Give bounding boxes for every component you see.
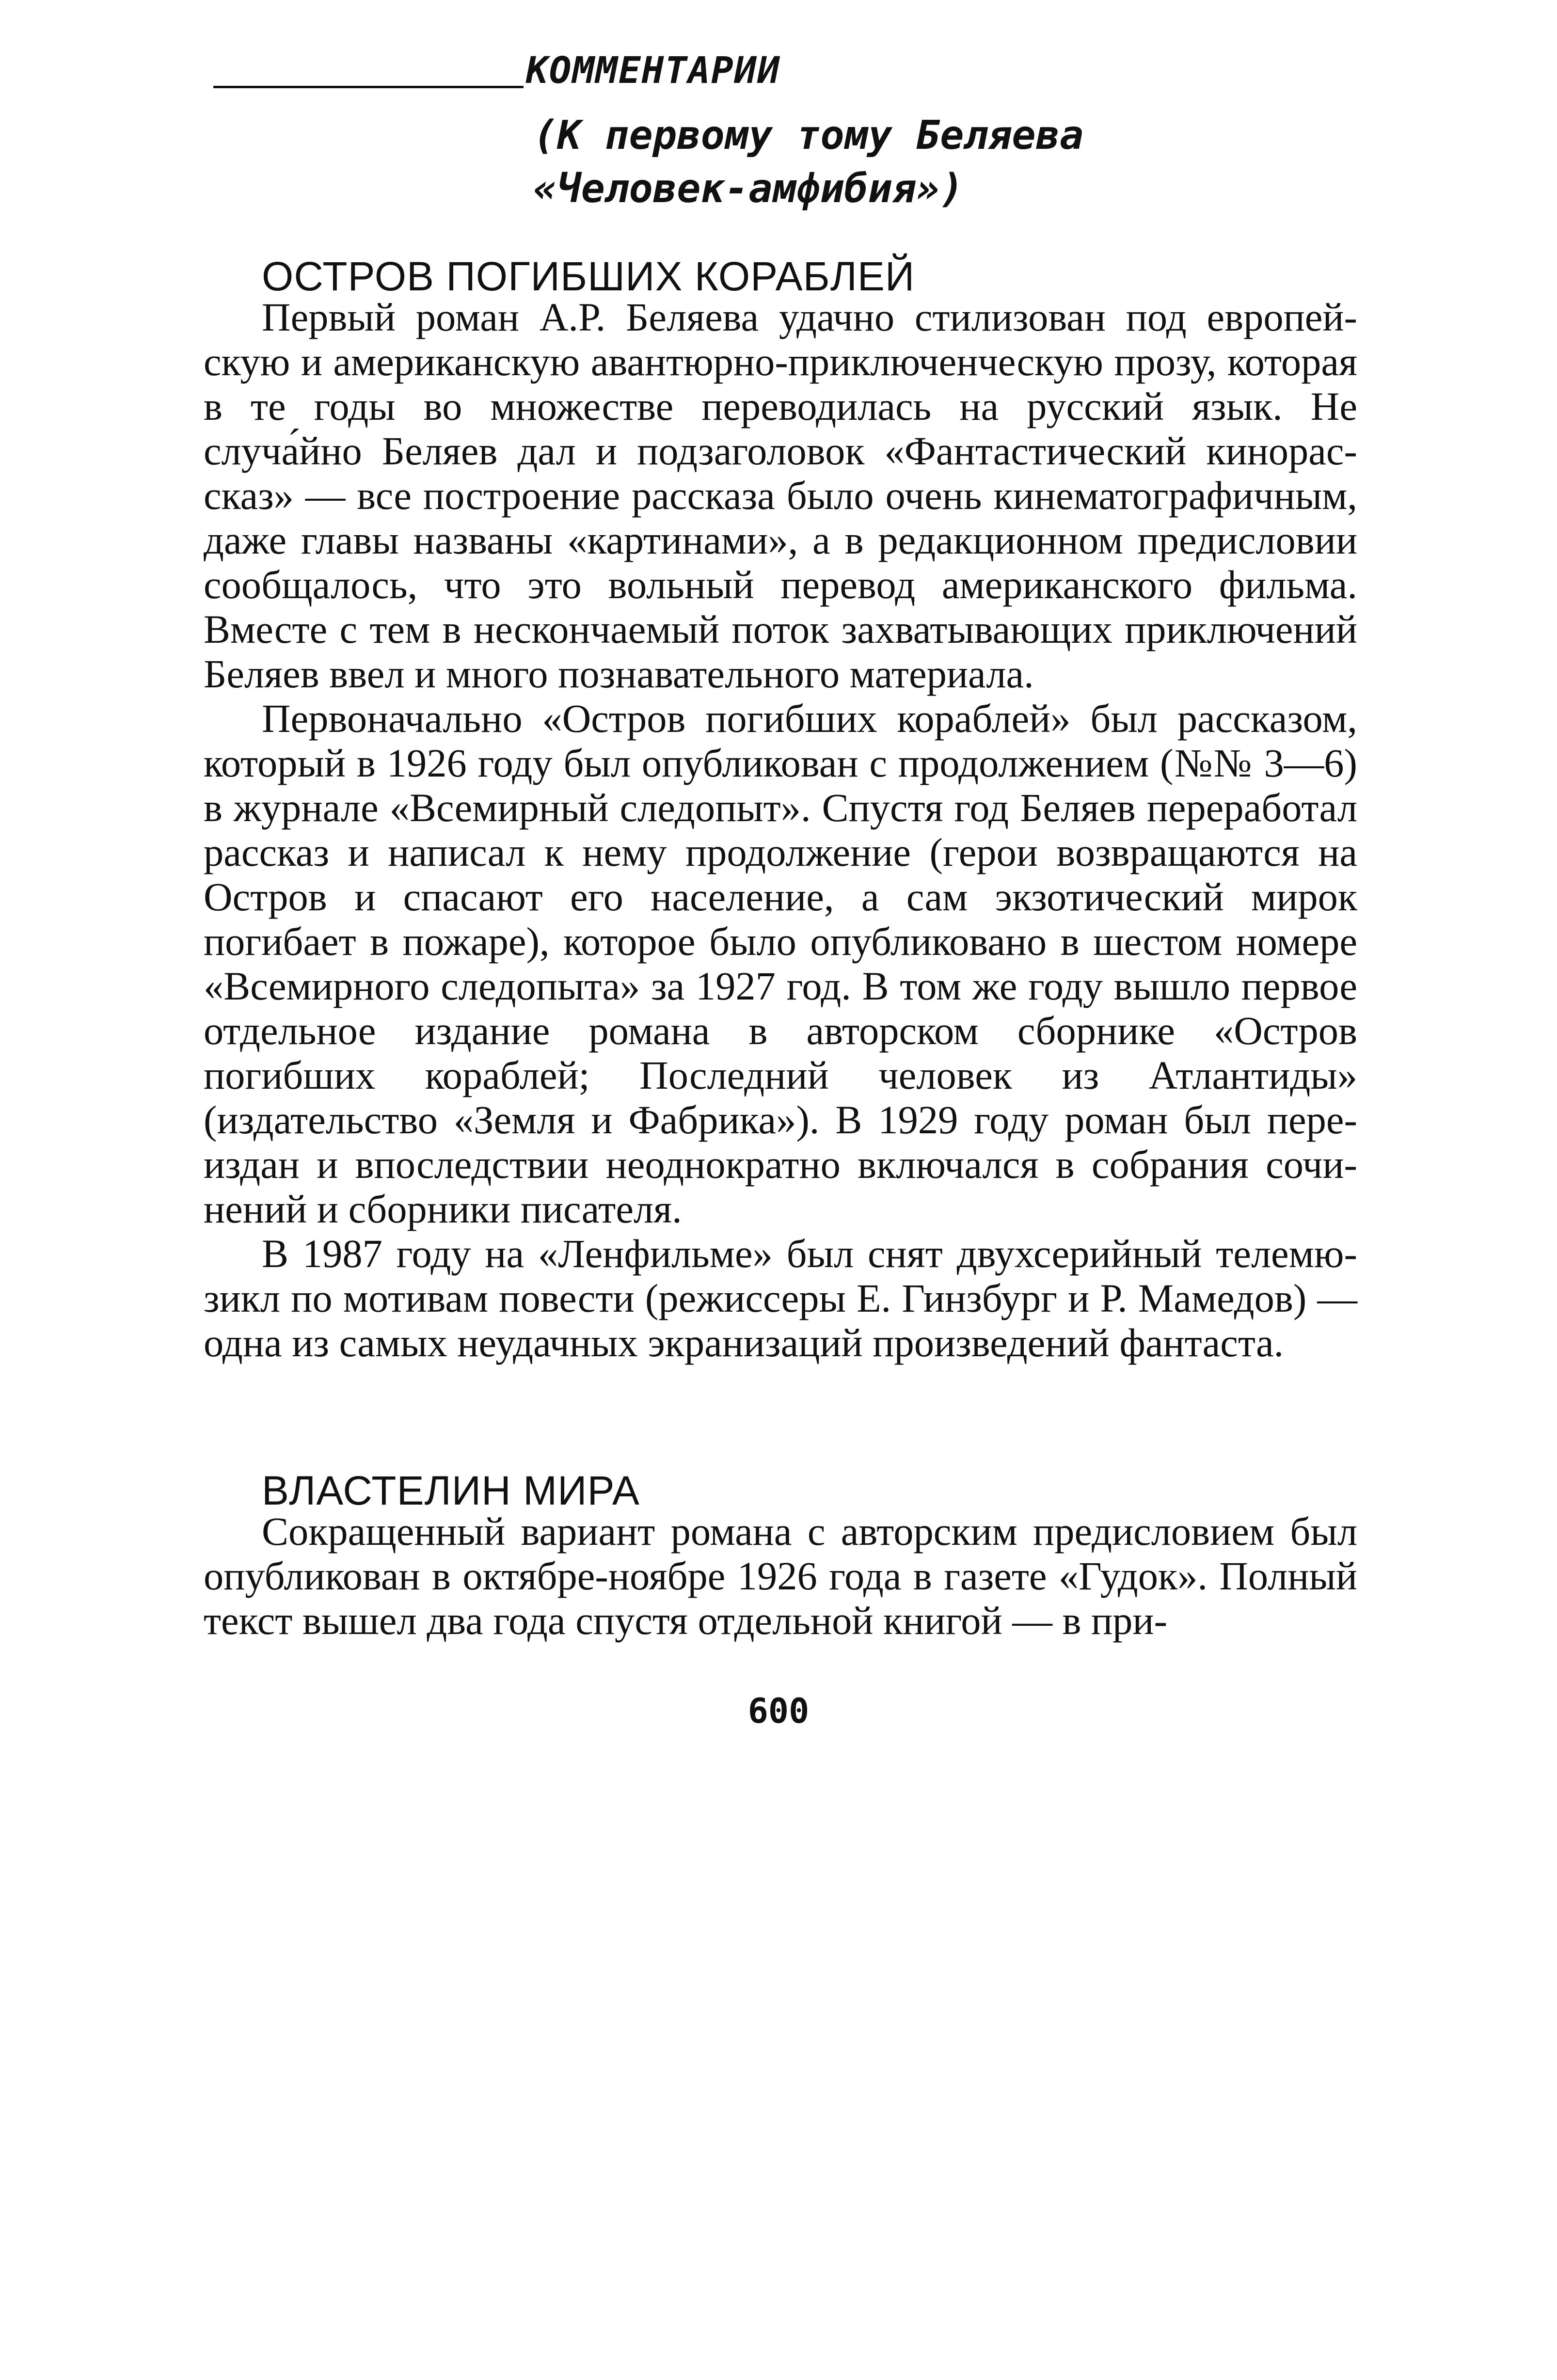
- paragraph: Первый роман А.Р. Беляева удачно стилизован под европейскую и американскую авантюрно-приключенческую прозу, которая в те годы во множестве переводилась на русский язык. Не случа́йно Беляев дал и подзаголовок «Фантастический кинорассказ» — все построение рассказа было очень кинематографичным, даже главы названы «картинами», а в редакционном предисловии сообщалось, что это вольный перевод американского фильма. Вместе с тем в нескончаемый поток захватывающих приключений Беляев ввел и много познавательного материала.: [204, 295, 1357, 696]
- subtitle-line-1: (К первому тому Беляева: [533, 112, 1084, 159]
- running-head: [213, 46, 843, 99]
- section-body-lord: [204, 1509, 1357, 1643]
- paragraph: Первоначально «Остров погибших кораблей» был рассказом, который в 1926 году был опубликован с продолжением (№№ 3—6) в журнале «Всемирный следопыт». Спустя год Беляев переработал рассказ и написал к нему продолжение (герои возвращаются на Остров и спасают его население, а сам экзотический мирок погибает в пожаре), которое было опубликовано в шестом номере «Всемирного следопыта» за 1927 год. В том же году вышло первое отдельное издание романа в авторском сборнике «Остров погибших кораблей; Последний человек из Атлантиды» (издательство «Земля и Фабрика»). В 1929 году роман был переиздан и впоследствии неоднократно включался в собрания сочинений и сборники писателя.: [204, 696, 1357, 1231]
- paragraph: В 1987 году на «Ленфильме» был снят двухсерийный телемюзикл по мотивам повести (режиссеры Е. Гинзбург и Р. Мамедов) — одна из самых неудачных экранизаций произведений фантаста.: [204, 1231, 1357, 1365]
- section-title-lord: ВЛАСТЕЛИН МИРА: [262, 1468, 640, 1513]
- section-body-island: [204, 295, 1357, 1365]
- page-number: 600: [747, 1691, 810, 1731]
- running-head-rule: [213, 86, 524, 88]
- paragraph: Сокращенный вариант романа с авторским предисловием был опубликован в октябре-ноябре 1926 года в газете «Гудок». Полный текст вышел два года спустя отдельной книгой — в при-: [204, 1509, 1357, 1643]
- volume-subtitle: [533, 109, 1260, 216]
- running-head-label: КОММЕНТАРИИ: [526, 48, 781, 92]
- subtitle-line-2: «Человек-амфибия»): [533, 166, 964, 212]
- section-title-island: ОСТРОВ ПОГИБШИХ КОРАБЛЕЙ: [262, 254, 915, 299]
